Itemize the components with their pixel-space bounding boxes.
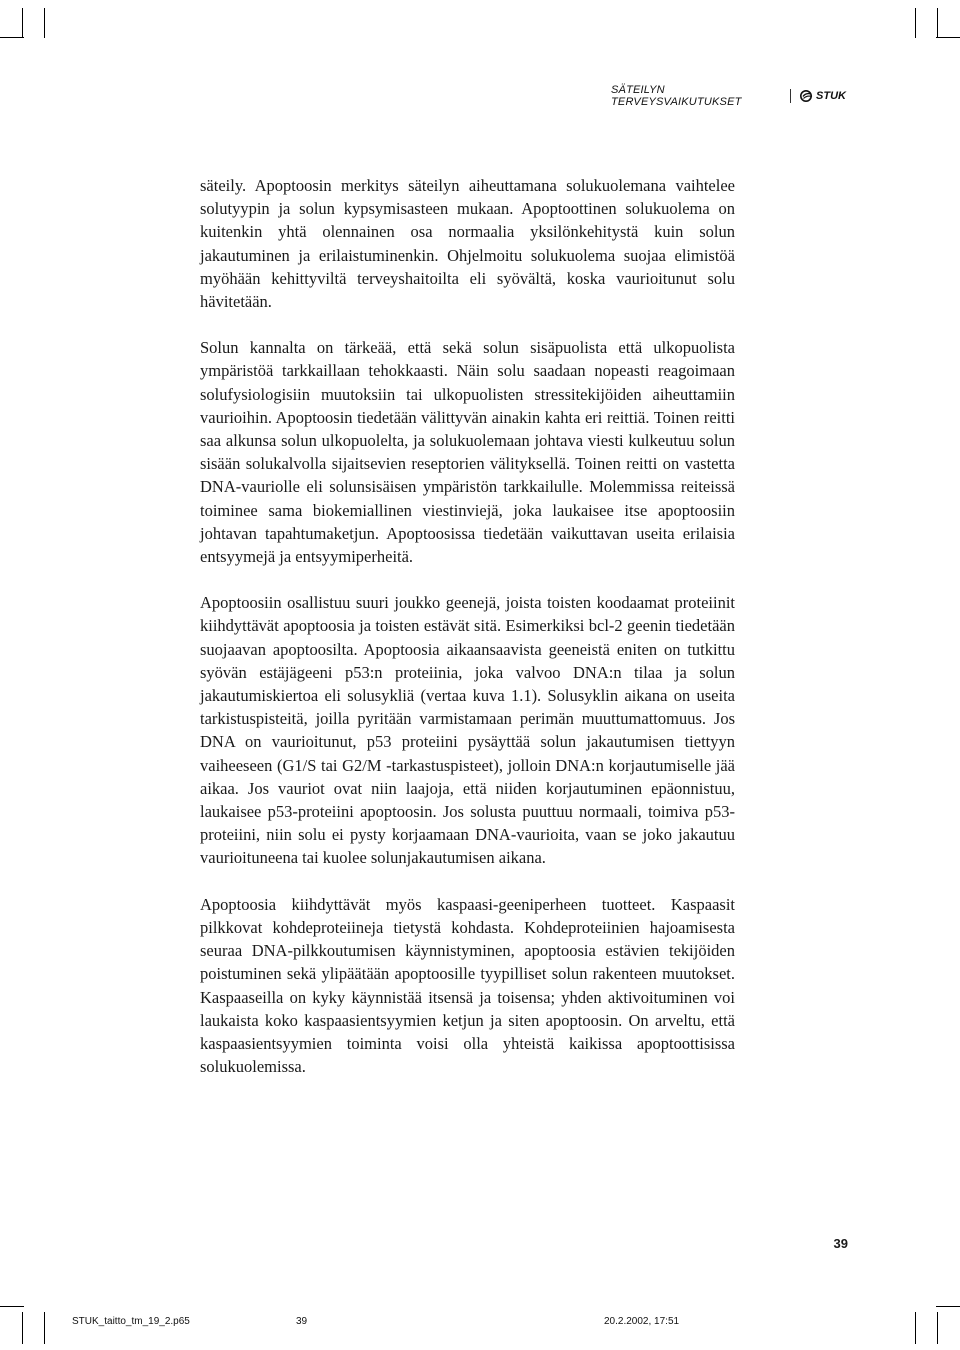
logo-text: STUK	[816, 90, 846, 102]
paragraph: Solun kannalta on tärkeää, että sekä solun sisäpuolista että ulkopuolista ympäristöä tarkkaillaan tehokkaasti. Näin solu saadaan nopeasti reagoimaan solufysiologisiin muutoksiin tai ulkopuolisten stressitekijöiden aiheuttamiin vaurioihin. Apoptoosin tiedetään välittyvän ainakin kahta eri reittiä. Toinen reitti saa alkunsa solun ulkopuolelta, ja solukuolemaan johtava viesti kulkeutuu solun sisään solukalvolla sijaitsevien reseptorien välityksellä. Toinen reitti on vastetta DNA-vauriolle eli solunsisäisen ympäristön tarkkailulle. Molemmissa reiteissä toiminee sama biokemiallinen viestinviejä, joka laukaisee itse apoptoosiin johtavan tapahtumaketjun. Apoptoosissa tiedetään vaikuttavan useita erilaisia entsyymejä ja entsyymiperheitä.	[200, 338, 735, 567]
crop-mark	[44, 8, 45, 38]
stuk-logo-icon	[800, 90, 814, 102]
crop-mark	[0, 37, 24, 38]
crop-mark	[937, 8, 938, 38]
crop-mark	[0, 1306, 24, 1307]
crop-mark	[22, 1312, 23, 1344]
crop-mark	[915, 8, 916, 38]
running-title: SÄTEILYN TERVEYSVAIKUTUKSET	[611, 84, 742, 108]
crop-mark	[936, 1306, 960, 1307]
stuk-logo	[800, 90, 846, 102]
slug-page: 39	[296, 1316, 308, 1327]
crop-mark	[915, 1312, 916, 1344]
crop-mark	[22, 8, 23, 38]
paragraph: Apoptoosia kiihdyttävät myös kaspaasi-geeniperheen tuotteet. Kaspaasit pilkkovat kohdeproteiineja tietystä kohdasta. Kohdeproteiinien hajoamisesta seuraa DNA-pilkkoutumisen käynnistyminen, apoptoosia estävien tekijöiden poistuminen sekä ylipäätään apoptoosille tyypilliset solun rakenteen muutokset. Kaspaaseilla on kyky käynnistää itsensä ja toisensa; yhden aktivoituminen voi laukaista koko kaspaasientsyymien ketjun ja siten apoptoosin. On arveltu, että kaspaasientsyymien toiminta voisi olla yhteistä kaikissa apoptoottisissa solukuolemissa.	[200, 894, 735, 1077]
slug-filename: STUK_taitto_tm_19_2.p65	[72, 1316, 190, 1327]
body-text	[200, 174, 735, 1101]
paragraph: Apoptoosiin osallistuu suuri joukko geenejä, joista toisten koodaamat proteiinit kiihdyttävät apoptoosia ja toisten estävät sitä. Esimerkiksi bcl-2 geenin tiedetään suojaavan apoptoosilta. Apoptoosia aikaansaavista geeneistä eniten on tutkittu syövän estäjägeeni p53:n proteiinia, joka valvoo DNA:n tilaa ja solun jakautumiskiertoa eli solusykliä (vertaa kuva 1.1). Solusyklin aikana on useita tarkistuspisteitä, joilla pyritään varmistamaan perimän muuttumattomuus. Jos DNA on vaurioitunut, p53 proteiini pysäyttää solun jakautumisen tiettyyn vaiheeseen (G1/S tai G2/M -tarkastuspisteet), jolloin DNA:n korjautumiselle jää aikaa. Jos vauriot ovat niin laajoja, että niiden korjautuminen epäonnistuu, laukaisee p53-proteiini apoptoosin. Jos solusta puuttuu normaali, toimiva p53-proteiini, niin solu ei pysty korjaamaan DNA-vaurioita, vaan se joko jakautuu vaurioituneena tai kuolee solunjakautumisen aikana.	[200, 593, 735, 868]
page-number: 39	[833, 1236, 848, 1251]
running-header	[611, 84, 846, 108]
slug-datetime: 20.2.2002, 17:51	[604, 1316, 680, 1327]
paragraph: säteily. Apoptoosin merkitys säteilyn aiheuttamana solukuolemana vaihtelee solutyypin ja solun kypsymisasteen mukaan. Apoptoottinen solukuolema on kuitenkin yhtä olennainen osa normaalia yksilönkehitystä kuin solun jakautuminen ja erilaistuminenkin. Ohjelmoitu solukuolema suojaa elimistöä myöhään kehittyviltä terveyshaitoilta eli syövältä, koska vaurioitunut solu hävitetään.	[200, 176, 735, 312]
crop-mark	[937, 1312, 938, 1344]
crop-mark	[936, 37, 960, 38]
crop-mark	[44, 1312, 45, 1344]
header-divider	[790, 89, 791, 103]
